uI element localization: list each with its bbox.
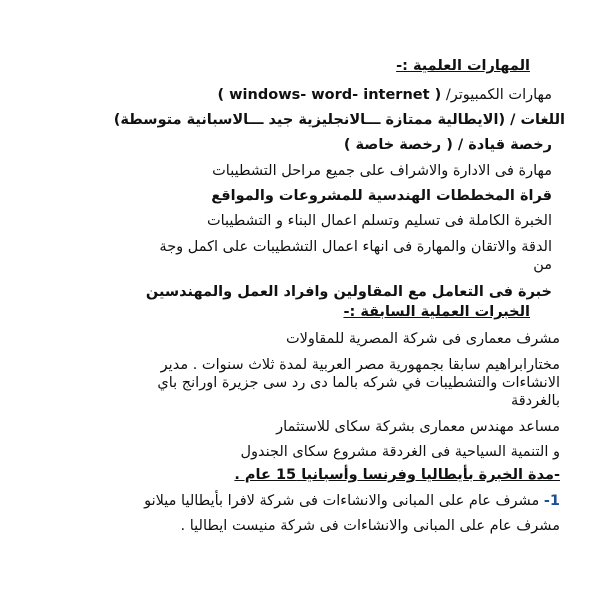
computer-skills-label: مهارات الكمبيوتر/ bbox=[445, 87, 552, 103]
italy-item-1-text: مشرف عام على المبانى والانشاءات فى شركة لافرا بأيطاليا ميلانو bbox=[144, 493, 540, 509]
skill-reading-plans: قراة المخططات الهندسية للمشروعات والمواقع bbox=[211, 188, 552, 204]
list-number: 1- bbox=[543, 493, 560, 509]
driving-license-line: رخصة قيادة / ( رخصة خاصة ) bbox=[343, 137, 552, 153]
skill-handover: الخبرة الكاملة فى تسليم وتسلم اعمال البناء و التشطيبات bbox=[206, 213, 552, 229]
experience-item-2-line-2: الانشاءات والتشطيبات في شركه بالما دى رد سى جزيرة اورانج باي bbox=[157, 375, 560, 391]
skill-precision-line-2: من bbox=[533, 257, 552, 273]
computer-skills-value: ( windows- word- internet ) bbox=[217, 87, 442, 103]
experience-item-1: مشرف معمارى فى شركة المصرية للمقاولات bbox=[285, 331, 560, 347]
section-heading-scientific-skills: المهارات العلمية :- bbox=[396, 58, 530, 74]
italy-item-1 bbox=[144, 492, 560, 510]
experience-item-4: و التنمية السياحية فى الغردقة مشروع سكاى الجندول bbox=[240, 444, 560, 460]
languages-line: اللغات / (الايطالية ممتازة ـــالانجليزية جيد ـــالاسبانية متوسطة) bbox=[113, 112, 565, 128]
italy-item-2: مشرف عام على المبانى والانشاءات فى شركة منيست ايطاليا . bbox=[180, 518, 560, 534]
computer-skills-line bbox=[217, 86, 552, 104]
section-heading-abroad: -مدة الخبرة بأيطاليا وفرنسا وأسبانيا 15 عام . bbox=[234, 467, 560, 483]
experience-item-2-line-3: بالغردقة bbox=[510, 393, 560, 409]
skill-management: مهارة فى الادارة والاشراف على جميع مراحل التشطيبات bbox=[212, 163, 552, 179]
skill-precision-line-1: الدقة والاتقان والمهارة فى انهاء اعمال التشطيبات على اكمل وجة bbox=[159, 239, 552, 255]
skill-dealing: خبرة فى التعامل مع المقاولين وافراد العمل والمهندسين bbox=[145, 284, 552, 300]
experience-item-2-line-1: مختارابراهيم سابقا بجمهورية مصر العربية لمدة ثلاث سنوات . مدير bbox=[160, 357, 560, 373]
section-heading-experience: الخبرات العملية السابقة :- bbox=[343, 304, 530, 320]
experience-item-3: مساعد مهندس معمارى بشركة سكاى للاستثمار bbox=[276, 419, 560, 435]
